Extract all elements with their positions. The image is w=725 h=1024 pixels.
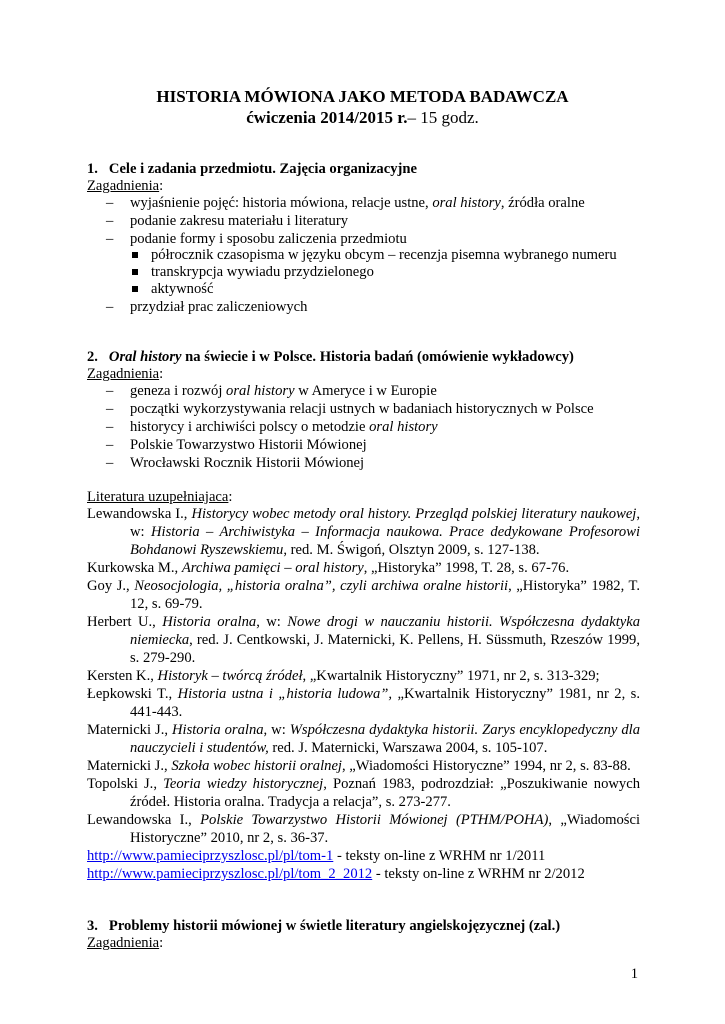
reference-line: Herbert U., Historia oralna, w: Nowe drogi w nauczaniu historii. Współczesna dydaktyka: [87, 614, 640, 630]
reference-line: Maternicki J., Szkoła wobec historii oralnej, „Wiadomości Historyczne” 1994, nr 2, s. 83-88.: [87, 758, 631, 774]
reference-line: Lewandowska I., Polskie Towarzystwo Historii Mówionej (PTHM/POHA), „Wiadomości: [87, 812, 641, 828]
bullet-square-icon: [132, 286, 138, 292]
bullet-square-icon: [132, 252, 138, 258]
section-3-heading: 3. Problemy historii mówionej w świetle literatury angielskojęzycznej (zal.): [87, 918, 561, 934]
section-1-item: – przydział prac zaliczeniowych: [130, 298, 307, 316]
section-1-item: – wyjaśnienie pojęć: historia mówiona, relacje ustne, oral history, źródła oralne: [130, 194, 585, 212]
section-1-subitem: aktywność: [151, 281, 214, 297]
reference-line: Kersten K., Historyk – twórcą źródeł, „Kwartalnik Historyczny” 1971, nr 2, s. 313-329;: [87, 668, 600, 684]
link-wrhm-tom-2[interactable]: http://www.pamieciprzyszlosc.pl/pl/tom_2_2012: [87, 866, 373, 882]
link-wrhm-tom-1[interactable]: http://www.pamieciprzyszlosc.pl/pl/tom-1: [87, 848, 334, 864]
reference-line: Goy J., Neosocjologia, „historia oralna”, czyli archiwa oralne historii, „Historyka” 1982, T.: [87, 578, 640, 594]
section-1-zagadnienia: Zagadnienia:: [87, 178, 164, 194]
section-2-item: – Polskie Towarzystwo Historii Mówionej: [130, 436, 367, 454]
section-2-heading: 2. Oral history na świecie i w Polsce. Historia badań (omówienie wykładowcy): [87, 349, 574, 365]
section-1-heading: 1. Cele i zadania przedmiotu. Zajęcia organizacyjne: [87, 161, 417, 177]
page-number: 1: [630, 966, 638, 982]
section-2-item: – Wrocławski Rocznik Historii Mówionej: [130, 454, 364, 472]
reference-line: źródeł. Historia oralna. Tradycja a relacja”, s. 273-277.: [130, 794, 451, 810]
reference-line: 12, s. 69-79.: [130, 596, 203, 612]
reference-line: w: Historia – Archiwistyka – Informacja naukowa. Prace dedykowane Profesorowi: [130, 524, 640, 540]
reference-line: nauczycieli i studentów, red. J. Maternicki, Warszawa 2004, s. 105-107.: [130, 740, 548, 756]
reference-line: Bohdanowi Ryszewskiemu, red. M. Świgoń, Olsztyn 2009, s. 127-138.: [130, 542, 540, 558]
online-texts-line: http://www.pamieciprzyszlosc.pl/pl/tom-1 - teksty on-line z WRHM nr 1/2011: [87, 848, 546, 864]
section-2-zagadnienia: Zagadnienia:: [87, 366, 164, 382]
section-1-item: – podanie zakresu materiału i literatury: [130, 212, 348, 230]
online-texts-line: http://www.pamieciprzyszlosc.pl/pl/tom_2_2012 - teksty on-line z WRHM nr 2/2012: [87, 866, 585, 882]
document-subtitle: ćwiczenia 2014/2015 r.– 15 godz.: [246, 108, 479, 127]
reference-line: Lewandowska I., Historycy wobec metody oral history. Przegląd polskiej literatury naukowej,: [87, 506, 641, 522]
section-2-item: – geneza i rozwój oral history w Ameryce i w Europie: [130, 382, 437, 400]
reference-line: Maternicki J., Historia oralna, w: Współczesna dydaktyka historii. Zarys encyklopedyczny dla: [87, 722, 640, 738]
section-2-item: – historycy i archiwiści polscy o metodzie oral history: [130, 418, 438, 436]
section-3-zagadnienia: Zagadnienia:: [87, 935, 164, 951]
section-1-subitem: transkrypcja wywiadu przydzielonego: [151, 264, 374, 280]
literature-label: Literatura uzupełniajaca:: [87, 489, 233, 505]
reference-line: Topolski J., Teoria wiedzy historycznej, Poznań 1983, podrozdział: „Poszukiwanie nowych: [87, 776, 640, 792]
bullet-square-icon: [132, 269, 138, 275]
section-2-item: – początki wykorzystywania relacji ustnych w badaniach historycznych w Polsce: [130, 400, 594, 418]
reference-line: Łepkowski T., Historia ustna i „historia ludowa”, „Kwartalnik Historyczny” 1981, nr 2, s.: [87, 686, 641, 702]
document-title: HISTORIA MÓWIONA JAKO METODA BADAWCZA: [156, 87, 569, 106]
reference-line: niemiecka, red. J. Centkowski, J. Maternicki, K. Pellens, H. Süssmuth, Rzeszów 1999,: [130, 632, 640, 648]
reference-line: Historyczne” 2010, nr 2, s. 36-37.: [130, 830, 329, 846]
reference-line: s. 279-290.: [130, 650, 196, 666]
reference-line: 441-443.: [130, 704, 183, 720]
reference-line: Kurkowska M., Archiwa pamięci – oral history, „Historyka” 1998, T. 28, s. 67-76.: [87, 560, 570, 576]
section-1-subitem: półrocznik czasopisma w języku obcym – recenzja pisemna wybranego numeru: [151, 247, 617, 263]
section-1-item: – podanie formy i sposobu zaliczenia przedmiotu: [130, 230, 407, 248]
